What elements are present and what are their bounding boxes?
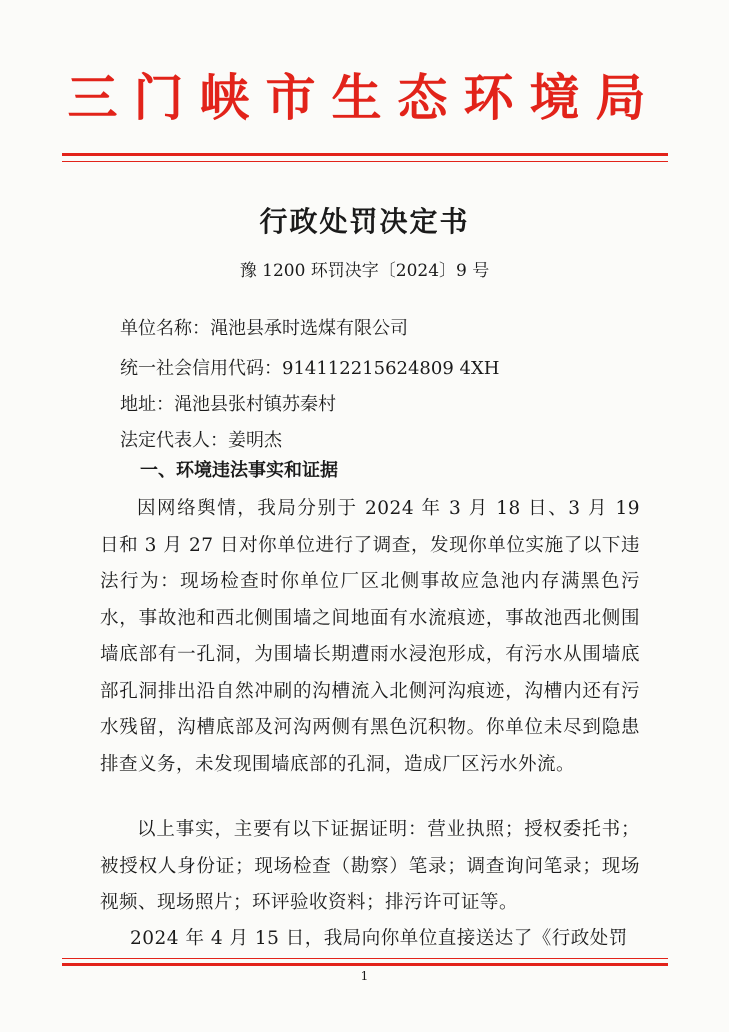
header-red-rule-thick — [62, 153, 668, 156]
credit-code-line: 统一社会信用代码：914112215624809 4XH — [120, 358, 500, 379]
agency-header-title: 三门峡市生态环境局 — [67, 68, 662, 127]
notice-paragraph: 2024 年 4 月 15 日，我局向你单位直接送达了《行政处罚 — [130, 928, 628, 949]
document-number: 豫 1200 环罚决字〔2024〕9 号 — [239, 261, 490, 281]
address-line: 地址：渑池县张村镇苏秦村 — [120, 394, 336, 415]
section-heading-violation-facts: 一、环境违法事实和证据 — [140, 460, 338, 481]
legal-representative-line: 法定代表人：姜明杰 — [120, 430, 282, 451]
evidence-paragraph: 以上事实，主要有以下证据证明：营业执照；授权委托书；被授权人身份证；现场检查（勘察）笔录；调查询问笔录；现场视频、现场照片；环评验收资料；排污许可证等。 — [100, 819, 640, 913]
footer-red-rule-thin — [62, 958, 668, 959]
violation-facts-paragraph: 因网络舆情，我局分别于 2024 年 3 月 18 日、3 月 19 日和 3 月 27 日对你单位进行了调查，发现你单位实施了以下违法行为：现场检查时你单位厂区北侧事故应急池内存满黑色污水，事故池和西北侧围墙之间地面有水流痕迹，事故池西北侧围墙底部有一孔洞，为围墙长期遭雨水浸泡形成，有污水从围墙底部孔洞排出沿自然冲刷的沟槽流入北侧河沟痕迹，沟槽内还有污水残留，沟槽底部及河沟两侧有黑色沉积物。你单位未尽到隐患排查义务，未发现围墙底部的孔洞，造成厂区污水外流。 — [100, 498, 640, 775]
header-red-rule-thin — [62, 161, 668, 162]
unit-name-line: 单位名称：渑池县承时选煤有限公司 — [120, 318, 408, 339]
page-number: 1 — [360, 969, 369, 983]
footer-red-rule-thick — [62, 963, 668, 966]
document-title: 行政处罚决定书 — [259, 205, 470, 238]
